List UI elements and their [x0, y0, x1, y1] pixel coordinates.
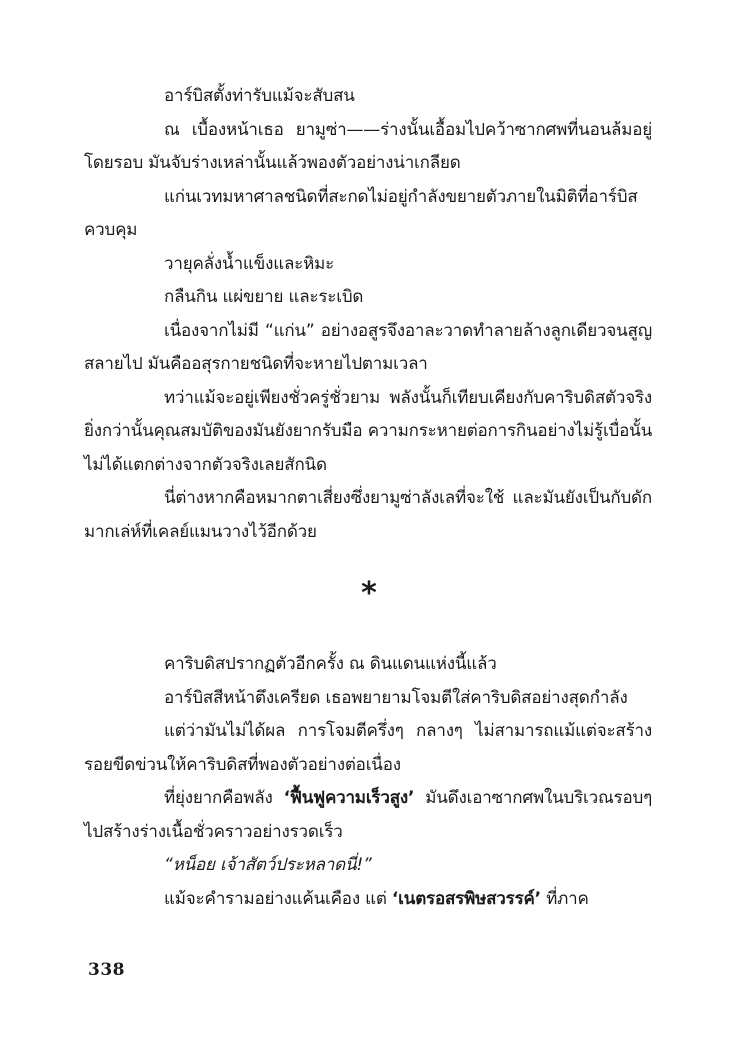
paragraph: แต่ว่ามันไม่ได้ผล การโจมตีครึ่งๆ กลางๆ ไม่สามารถแม้แต่จะสร้างรอยขีดข่วนให้คาริบดิสที่พองตัวอย่างต่อเนื่อง [84, 721, 652, 775]
paragraph: อาร์บิสตั้งท่ารับแม้จะสับสน [164, 86, 355, 106]
paragraph: อาร์บิสสีหน้าตึงเครียด เธอพยายามโจมตีใส่คาริบดิสอย่างสุดกำลัง [164, 687, 628, 708]
paragraph: ณ เบื้องหน้าเธอ ยามูซ่า——ร่างนั้นเอื้อมไปคว้าซากศพที่นอนล้มอยู่โดยรอบ มันจับร่างเหล่านั้นแล้วพองตัวอย่างน่าเกลียด [84, 119, 652, 173]
skill-name: ‘เนตรอสรพิษสวรรค์’ [391, 888, 541, 909]
paragraph: แก่นเวทมหาศาลชนิดที่สะกดไม่อยู่กำลังขยายตัวภายในมิติที่อาร์บิสควบคุม [84, 186, 638, 240]
paragraph: ทว่าแม้จะอยู่เพียงชั่วครู่ชั่วยาม พลังนั้นก็เทียบเคียงกับคาริบดิสตัวจริง ยิ่งกว่านั้นคุณสมบัติของมันยังยากรับมือ ความกระหายต่อการกินอย่างไม่รู้เบื่อนั้นไม่ได้แตกต่างจากตัวจริงเลยสักนิด [84, 387, 652, 475]
paragraph: วายุคลั่งน้ำแข็งและหิมะ [164, 253, 335, 274]
page-number: 338 [88, 960, 125, 980]
paragraph-text: มันดึงเอาซากศพในบริเวณรอบๆ ไปสร้างร่างเนื้อชั่วคราวอย่างรวดเร็ว [84, 788, 653, 842]
section-two-text [84, 648, 652, 916]
paragraph: นี่ต่างหากคือหมากตาเสี่ยงซึ่งยามูซ่าลังเลที่จะใช้ และมันยังเป็นกับดักมากเล่ห์ที่เคลย์แมนวางไว้อีกด้วย [84, 488, 652, 542]
scene-break-asterisk: * [361, 576, 377, 611]
paragraph: เนื่องจากไม่มี “แก่น” อย่างอสูรจึงอาละวาดทำลายล้างลูกเดียวจนสูญสลายไป มันคืออสุรกายชนิดที่จะหายไปตามเวลา [84, 320, 652, 374]
paragraph-with-skill-name [84, 782, 652, 849]
paragraph-text: ที่ภาค [540, 888, 589, 909]
section-one-text [84, 80, 652, 549]
dialogue-quote: “หน็อย เจ้าสัตว์ประหลาดนี่!” [164, 855, 372, 875]
paragraph: คาริบดิสปรากฏตัวอีกครั้ง ณ ดินแดนแห่งนี้แล้ว [164, 654, 497, 674]
paragraph-text: ที่ยุ่งยากคือพลัง [164, 788, 284, 808]
skill-name: ‘ฟื้นฟูความเร็วสูง’ [283, 788, 415, 808]
paragraph-text: แม้จะคำรามอย่างแค้นเคือง แต่ [164, 888, 392, 909]
paragraph-with-skill-name [84, 883, 652, 917]
paragraph: กลืนกิน แผ่ขยาย และระเบิด [164, 287, 364, 307]
